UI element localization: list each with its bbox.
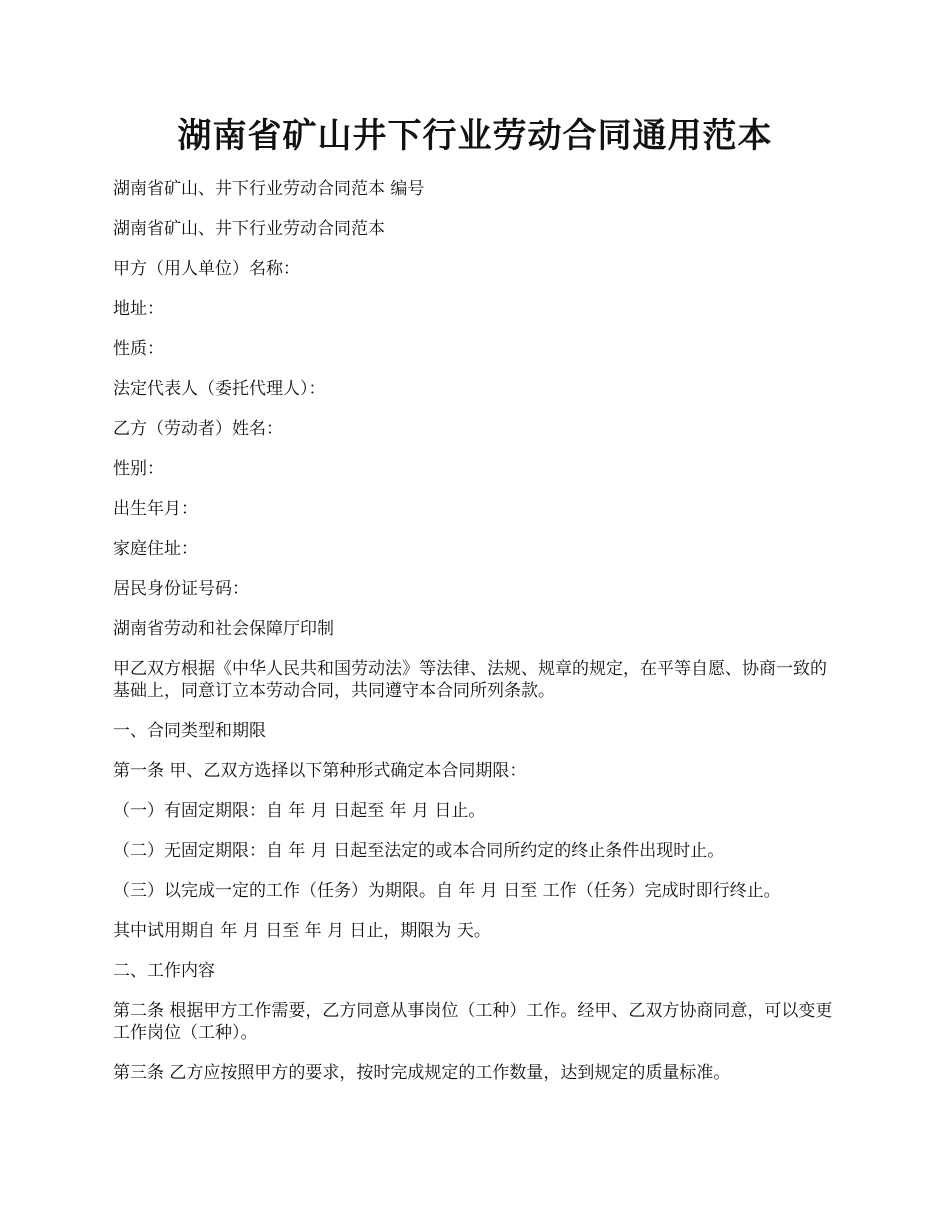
article-1: 第一条 甲、乙双方选择以下第种形式确定本合同期限： [113, 761, 527, 781]
paragraph-probation: 其中试用期自 年 月 日至 年 月 日止，期限为 天。 [113, 921, 491, 941]
field-employer-name: 甲方（用人单位）名称： [113, 259, 300, 279]
paragraph-preamble: 甲乙双方根据《中华人民共和国劳动法》等法律、法规、规章的规定，在平等自愿、协商一致的基础上，同意订立本劳动合同，共同遵守本合同所列条款。 [113, 659, 827, 701]
paragraph-serial-number: 湖南省矿山、井下行业劳动合同范本 编号 [113, 179, 425, 199]
field-birth-date: 出生年月： [113, 499, 198, 519]
document-body [113, 178, 843, 1102]
option-open-term: （二）无固定期限：自 年 月 日起至法定的或本合同所约定的终止条件出现时止。 [113, 841, 725, 861]
article-3: 第三条 乙方应按照甲方的要求，按时完成规定的工作数量，达到规定的质量标准。 [113, 1063, 731, 1083]
field-legal-representative: 法定代表人（委托代理人）： [113, 379, 326, 399]
field-home-address: 家庭住址： [113, 539, 198, 559]
article-2: 第二条 根据甲方工作需要，乙方同意从事岗位（工种）工作。经甲、乙双方协商同意，可以变更工作岗位（工种）。 [113, 1001, 833, 1043]
field-employee-name: 乙方（劳动者）姓名： [113, 419, 283, 439]
field-gender: 性别： [113, 459, 164, 479]
field-address: 地址： [113, 299, 164, 319]
field-nature: 性质： [113, 339, 164, 359]
option-task-term: （三）以完成一定的工作（任务）为期限。自 年 月 日至 工作（任务）完成时即行终止。 [113, 881, 781, 901]
section-heading-work-content: 二、工作内容 [113, 961, 215, 981]
section-heading-contract-type: 一、合同类型和期限 [113, 721, 266, 741]
document-title: 湖南省矿山井下行业劳动合同通用范本 [177, 116, 773, 156]
paragraph-printed-by: 湖南省劳动和社会保障厅印制 [113, 619, 334, 639]
paragraph-template-name: 湖南省矿山、井下行业劳动合同范本 [113, 219, 385, 239]
field-id-number: 居民身份证号码： [113, 579, 249, 599]
option-fixed-term: （一）有固定期限：自 年 月 日起至 年 月 日止。 [113, 801, 486, 821]
